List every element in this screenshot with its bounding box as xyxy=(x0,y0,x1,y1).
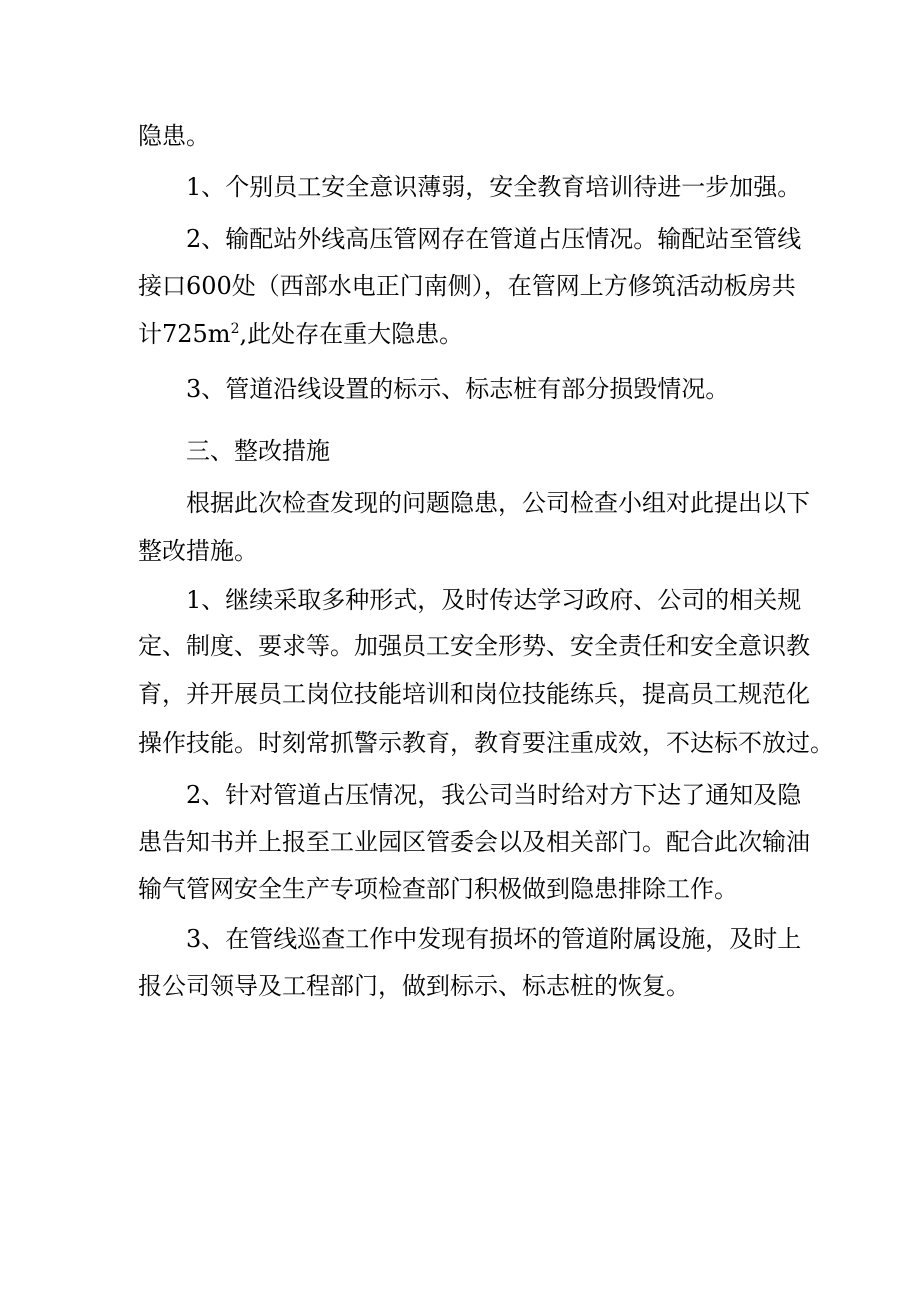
text-span: 计725m xyxy=(138,320,231,348)
text-line: 输气管网安全生产专项检查部门积极做到隐患排除工作。 xyxy=(138,875,738,903)
text-line: 育，并开展员工岗位技能培训和岗位技能练兵，提高员工规范化 xyxy=(138,680,810,708)
text-line: 操作技能。时刻常抓警示教育，教育要注重成效，不达标不放过。 xyxy=(138,729,834,757)
text-line: 接口600处（西部水电正门南侧），在管网上方修筑活动板房共 xyxy=(138,272,796,300)
text-line: 3、管道沿线设置的标示、标志桩有部分损毁情况。 xyxy=(186,375,730,403)
text-line: 2、输配站外线高压管网存在管道占压情况。输配站至管线 xyxy=(186,225,802,253)
text-line: 患告知书并上报至工业园区管委会以及相关部门。配合此次输油 xyxy=(138,828,810,856)
text-line: 3、在管线巡查工作中发现有损坏的管道附属设施，及时上 xyxy=(186,925,802,953)
text-line xyxy=(138,316,790,352)
superscript: 2 xyxy=(230,321,240,337)
text-line: 隐患。 xyxy=(138,122,210,150)
text-line: 报公司领导及工程部门，做到标示、标志桩的恢复。 xyxy=(138,972,690,1000)
text-line: 定、制度、要求等。加强员工安全形势、安全责任和安全意识教 xyxy=(138,632,810,660)
text-line: 整改措施。 xyxy=(138,537,258,565)
text-line: 1、个别员工安全意识薄弱，安全教育培训待进一步加强。 xyxy=(186,173,802,201)
text-line: 2、针对管道占压情况，我公司当时给对方下达了通知及隐 xyxy=(186,781,802,809)
text-line: 1、继续采取多种形式，及时传达学习政府、公司的相关规 xyxy=(186,586,802,614)
section-heading: 三、整改措施 xyxy=(186,437,330,465)
text-span: ,此处存在重大隐患。 xyxy=(239,320,464,348)
text-line: 根据此次检查发现的问题隐患，公司检查小组对此提出以下 xyxy=(186,489,810,517)
